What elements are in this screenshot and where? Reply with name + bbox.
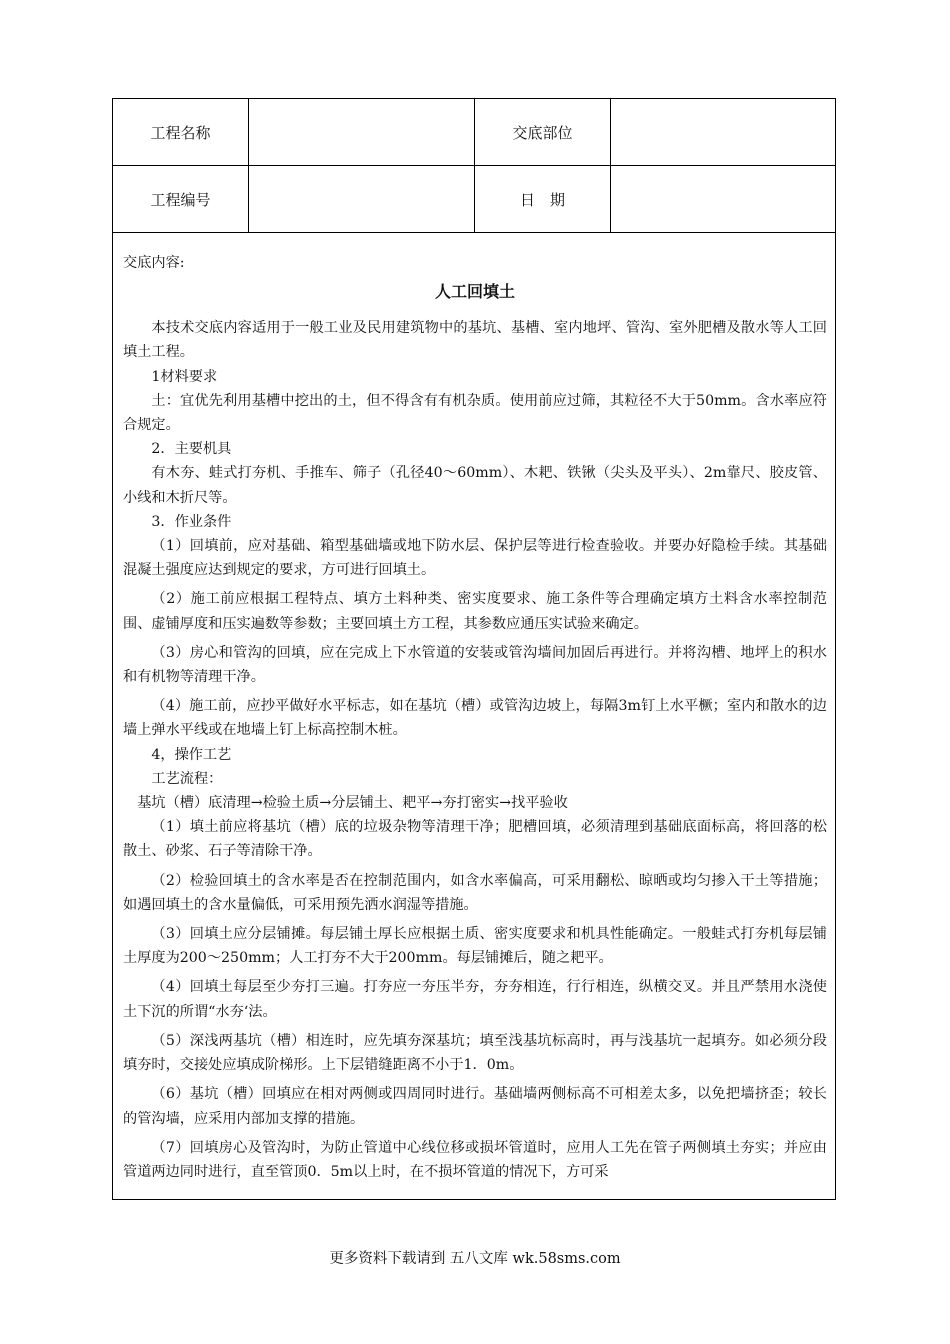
section-heading: 4，操作工艺 <box>151 746 232 763</box>
paragraph: 有木夯、蛙式打夯机、手推车、筛子（孔径40～60mm）、木耙、铁锹（尖头及平头）、2m靠尺、胶皮管、小线和木折尺等。 <box>123 465 827 506</box>
paragraph: （3）回填土应分层铺摊。每层铺土厚长应根据土质、密实度要求和机具性能确定。一般蛙式打夯机每层铺土厚度为200～250mm；人工打夯不大于200mm。每层铺摊后，随之耙平。 <box>123 926 827 967</box>
header-row-1 <box>113 99 835 166</box>
paragraph: （1）填土前应将基坑（槽）底的垃圾杂物等清理干净；肥槽回填，必须清理到基础底面标高，将回落的松散土、砂浆、石子等清除干净。 <box>123 819 827 860</box>
header-row-2 <box>113 166 835 233</box>
section-heading: 1材料要求 <box>151 368 218 385</box>
paragraph: （5）深浅两基坑（槽）相连时，应先填夯深基坑；填至浅基坑标高时，再与浅基坑一起填夯。如必须分段填夯时，交接处应填成阶梯形。上下层错缝距离不小于1．0m。 <box>123 1032 827 1074</box>
paragraph: （2）施工前应根据工程特点、填方土料种类、密实度要求、施工条件等合理确定填方土料含水率控制范围、虚铺厚度和压实遍数等参数；主要回填土方工程，其参数应通压实试验来确定。 <box>123 591 827 632</box>
paragraph: （4）回填土每层至少夯打三遍。打夯应一夯压半夯，夯夯相连，行行相连，纵横交叉。并且严禁用水浇使土下沉的所谓“水夯‘法。 <box>123 979 827 1020</box>
paragraph: （4）施工前，应抄平做好水平标志，如在基坑（槽）或管沟边坡上，每隔3m钉上水平橛；室内和散水的边墙上弹水平线或在地墙上钉上标高控制木桩。 <box>123 698 827 739</box>
section-heading: 2．主要机具 <box>151 441 232 458</box>
footer-text: 更多资料下载请到 五八文库 wk.58sms.com <box>329 1251 621 1267</box>
project-no-value <box>249 166 475 232</box>
section-heading: 3．作业条件 <box>151 513 232 530</box>
paragraph: （6）基坑（槽）回填应在相对两侧或四周同时进行。基础墙两侧标高不可相差太多，以免把墙挤歪；较长的管沟墙，应采用内部加支撑的措施。 <box>123 1086 827 1127</box>
paragraph: 本技术交底内容适用于一般工业及民用建筑物中的基坑、基槽、室内地坪、管沟、室外肥槽及散水等人工回填土工程。 <box>123 320 827 361</box>
date-value <box>611 166 835 232</box>
project-name-value <box>249 99 475 165</box>
content-label: 交底内容: <box>123 255 185 271</box>
paragraph: （7）回填房心及管沟时，为防止管道中心线位移或损坏管道时，应用人工先在管子两侧填土夯实；并应由管道两边同时进行，直至管顶0．5m以上时，在不损坏管道的情况下，方可采 <box>123 1139 827 1180</box>
disclosure-content <box>123 251 827 1184</box>
paragraph: 工艺流程： <box>151 770 223 787</box>
process-flow: 基坑（槽）底清理→检验土质→分层铺土、耙平→夯打密实→找平验收 <box>137 795 568 812</box>
location-label: 交底部位 <box>475 99 611 165</box>
paragraph: （3）房心和管沟的回填，应在完成上下水管道的安装或管沟墙间加固后再进行。并将沟槽、地坪上的积水和有机物等清理干净。 <box>123 644 827 686</box>
paragraph: 土：宜优先利用基槽中挖出的土，但不得含有有机杂质。使用前应过筛，其粒径不大于50mm。含水率应符合规定。 <box>123 392 827 434</box>
date-label: 日 期 <box>475 166 611 232</box>
document-title: 人工回填土 <box>434 282 515 302</box>
paragraph: （2）检验回填土的含水率是否在控制范围内，如含水率偏高，可采用翻松、晾晒或均匀掺入干土等措施；如遇回填土的含水量偏低，可采用预先洒水润湿等措施。 <box>123 872 827 913</box>
disclosure-sheet <box>112 98 836 1200</box>
project-name-label: 工程名称 <box>113 99 249 165</box>
paragraph: （1）回填前，应对基础、箱型基础墙或地下防水层、保护层等进行检查验收。并要办好隐检手续。其基础混凝土强度应达到规定的要求，方可进行回填土。 <box>123 538 827 579</box>
project-no-label: 工程编号 <box>113 166 249 232</box>
location-value <box>611 99 835 165</box>
